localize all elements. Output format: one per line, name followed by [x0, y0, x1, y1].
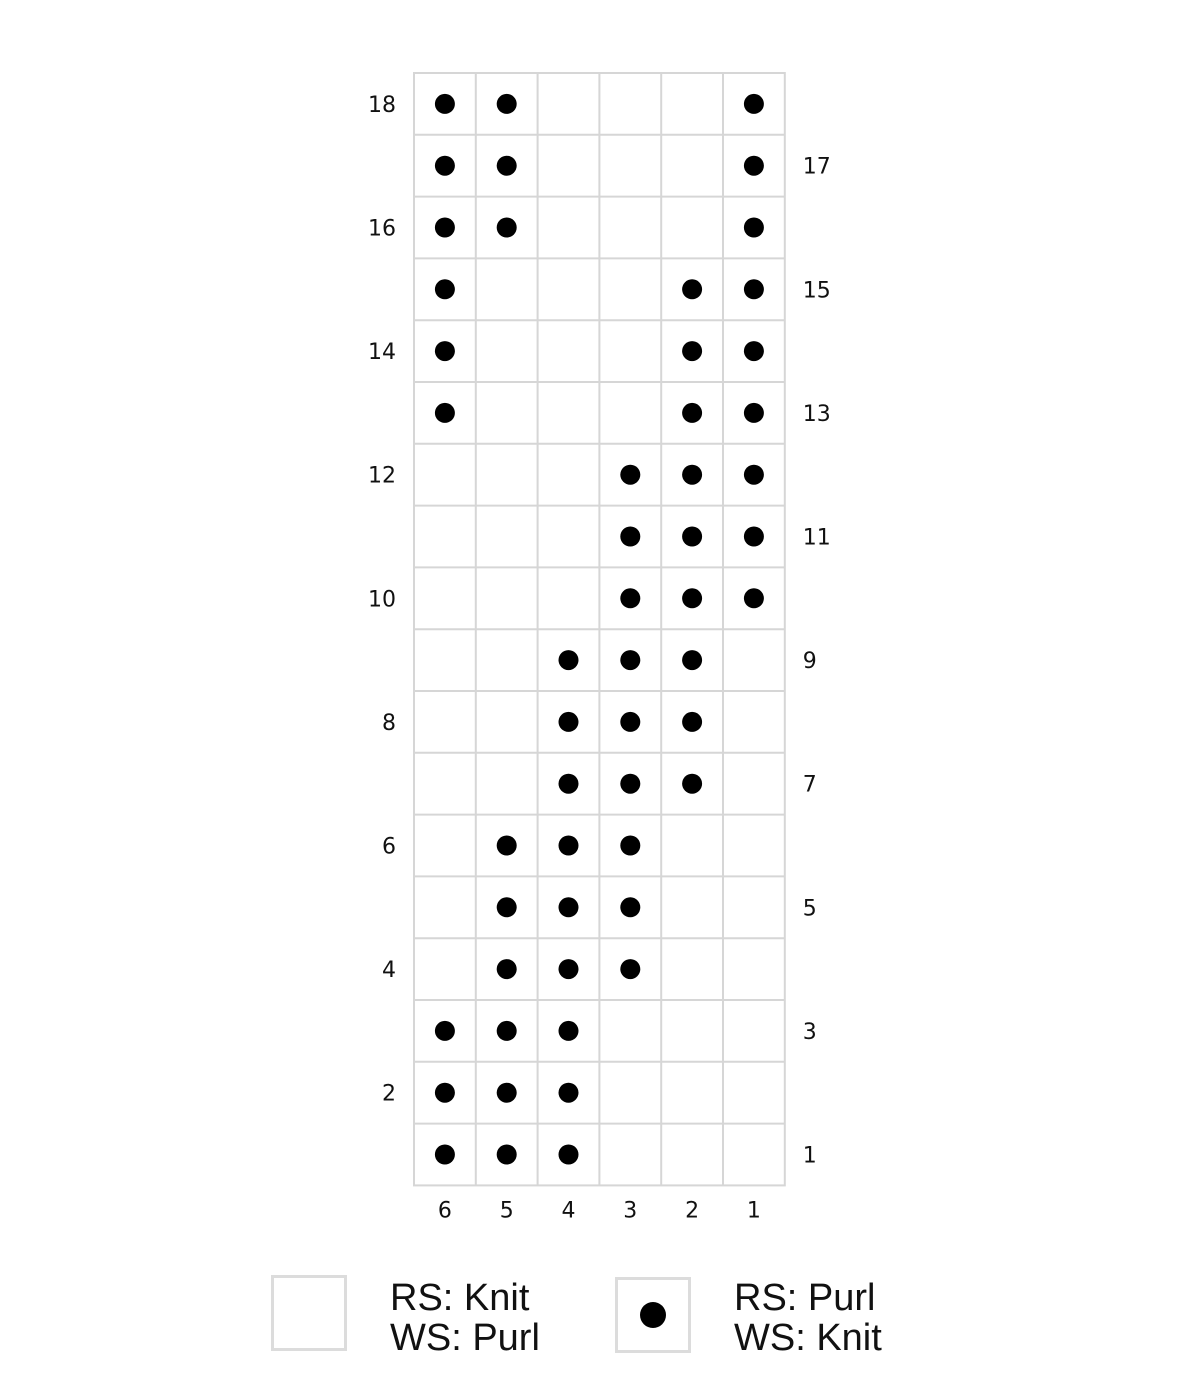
- purl-stitch-dot: [620, 465, 640, 485]
- purl-stitch-dot: [744, 279, 764, 299]
- purl-stitch-dot: [435, 156, 455, 176]
- purl-stitch-dot: [497, 156, 517, 176]
- purl-stitch-dot: [497, 94, 517, 114]
- purl-stitch-dot: [682, 588, 702, 608]
- row-label-left: 4: [382, 958, 396, 984]
- purl-stitch-dot: [559, 712, 579, 732]
- purl-stitch-dot: [682, 527, 702, 547]
- purl-stitch-dot: [497, 836, 517, 856]
- purl-stitch-dot: [744, 156, 764, 176]
- row-label-left: 16: [368, 216, 396, 242]
- purl-stitch-dot: [435, 1021, 455, 1041]
- row-label-left: 12: [368, 463, 396, 489]
- purl-stitch-dot: [497, 959, 517, 979]
- purl-stitch-dot: [620, 527, 640, 547]
- purl-stitch-dot: [435, 279, 455, 299]
- purl-stitch-dot: [744, 94, 764, 114]
- row-label-right: 9: [802, 649, 817, 675]
- purl-stitch-dot: [435, 341, 455, 361]
- purl-stitch-dot: [435, 403, 455, 423]
- purl-stitch-dot: [744, 403, 764, 423]
- purl-stitch-dot: [744, 218, 764, 238]
- purl-stitch-dot: [559, 1145, 579, 1165]
- purl-stitch-dot: [620, 897, 640, 917]
- purl-stitch-dot: [497, 1145, 517, 1165]
- purl-stitch-dot: [435, 218, 455, 238]
- purl-stitch-dot: [682, 465, 702, 485]
- column-label: 1: [746, 1198, 761, 1224]
- legend-knit-swatch: [271, 1275, 347, 1351]
- purl-stitch-dot: [682, 650, 702, 670]
- row-label-left: 14: [368, 340, 396, 366]
- purl-stitch-dot: [682, 774, 702, 794]
- row-label-right: 5: [802, 896, 817, 922]
- purl-stitch-dot: [497, 897, 517, 917]
- purl-stitch-dot: [744, 465, 764, 485]
- purl-stitch-dot: [620, 650, 640, 670]
- purl-stitch-dot: [435, 94, 455, 114]
- legend-knit-line2: WS: Purl: [390, 1317, 540, 1359]
- row-label-right: 1: [802, 1143, 817, 1169]
- purl-dot-icon: [640, 1302, 666, 1328]
- row-label-right: 11: [802, 525, 831, 551]
- purl-stitch-dot: [435, 1083, 455, 1103]
- purl-stitch-dot: [682, 341, 702, 361]
- purl-stitch-dot: [559, 774, 579, 794]
- purl-stitch-dot: [682, 279, 702, 299]
- purl-stitch-dot: [497, 218, 517, 238]
- purl-stitch-dot: [497, 1021, 517, 1041]
- row-label-right: 3: [802, 1019, 817, 1045]
- legend-knit-label: [390, 1278, 540, 1358]
- legend-purl-line2: WS: Knit: [734, 1317, 882, 1359]
- column-label: 5: [499, 1198, 514, 1224]
- legend-purl-line1: RS: Purl: [734, 1277, 876, 1319]
- row-label-right: 17: [802, 154, 831, 180]
- legend-purl-swatch: [615, 1277, 691, 1353]
- column-label: 6: [437, 1198, 452, 1224]
- column-label: 3: [623, 1198, 638, 1224]
- row-label-left: 6: [382, 834, 396, 860]
- purl-stitch-dot: [559, 959, 579, 979]
- purl-stitch-dot: [744, 341, 764, 361]
- purl-stitch-dot: [559, 1021, 579, 1041]
- purl-stitch-dot: [744, 588, 764, 608]
- purl-stitch-dot: [620, 774, 640, 794]
- row-label-left: 10: [368, 587, 396, 613]
- column-label: 4: [561, 1198, 576, 1224]
- purl-stitch-dot: [682, 403, 702, 423]
- legend-purl-label: [734, 1278, 882, 1358]
- purl-stitch-dot: [559, 1083, 579, 1103]
- legend-knit-line1: RS: Knit: [390, 1277, 530, 1319]
- purl-stitch-dot: [682, 712, 702, 732]
- row-label-left: 2: [382, 1081, 396, 1107]
- purl-stitch-dot: [744, 527, 764, 547]
- row-label-left: 18: [368, 92, 396, 118]
- purl-stitch-dot: [620, 959, 640, 979]
- purl-stitch-dot: [435, 1145, 455, 1165]
- purl-stitch-dot: [559, 836, 579, 856]
- row-label-right: 15: [802, 278, 831, 304]
- purl-stitch-dot: [620, 836, 640, 856]
- purl-stitch-dot: [497, 1083, 517, 1103]
- purl-stitch-dot: [559, 650, 579, 670]
- row-label-right: 13: [802, 401, 831, 427]
- purl-stitch-dot: [620, 588, 640, 608]
- purl-stitch-dot: [559, 897, 579, 917]
- row-label-left: 8: [382, 710, 396, 736]
- row-label-right: 7: [802, 772, 817, 798]
- column-label: 2: [685, 1198, 700, 1224]
- purl-stitch-dot: [620, 712, 640, 732]
